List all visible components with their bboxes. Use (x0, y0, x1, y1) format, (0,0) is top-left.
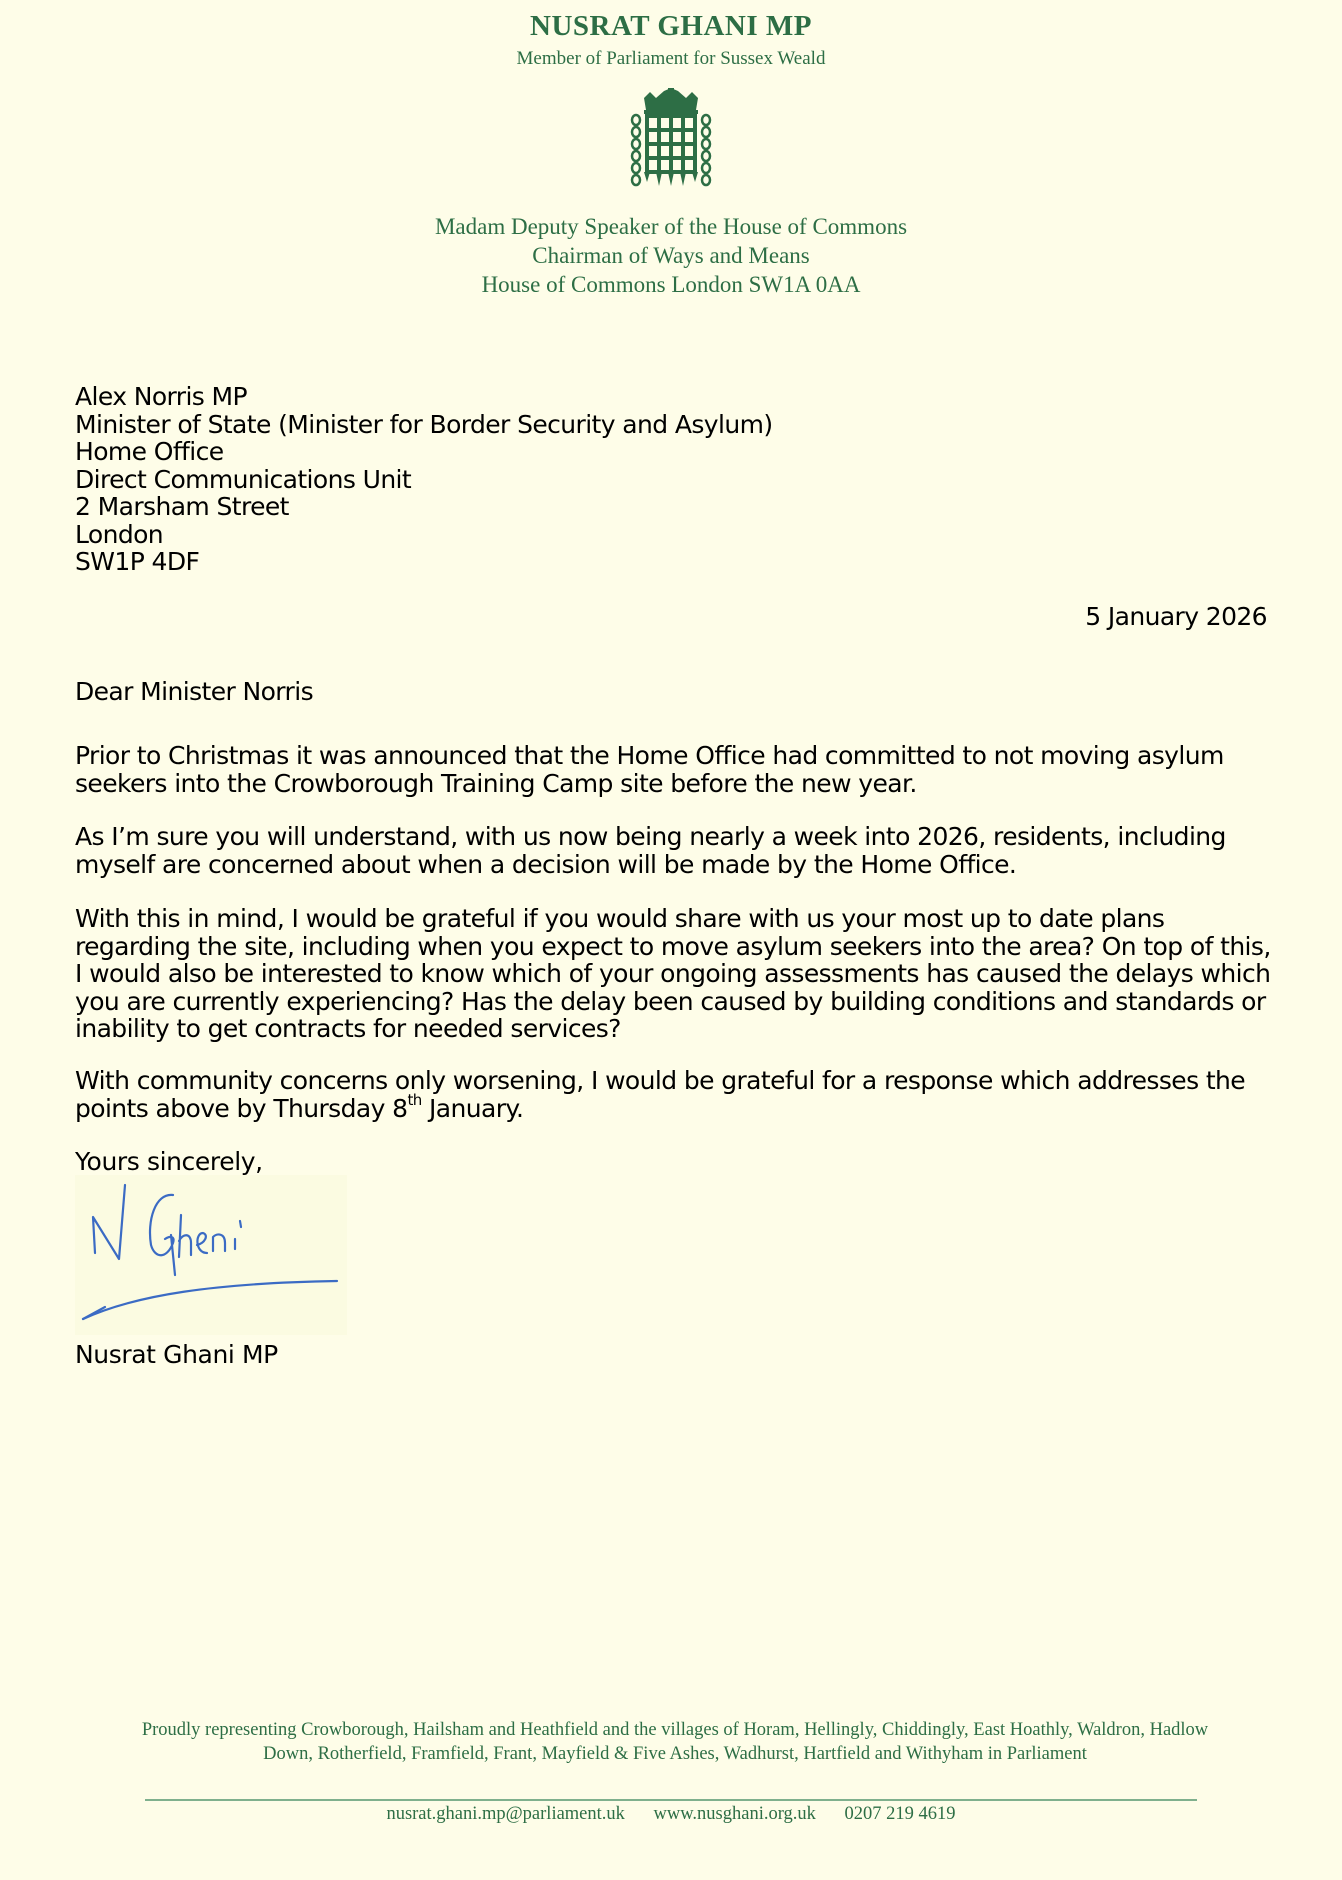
office-line: House of Commons London SW1A 0AA (481, 272, 861, 297)
mp-constituency: Member of Parliament for Sussex Weald (516, 48, 826, 69)
ordinal-suffix: th (407, 1091, 422, 1110)
recipient-line: Home Office (75, 437, 224, 466)
signature-image (75, 1175, 347, 1335)
portcullis-icon (630, 88, 712, 188)
footer-divider (145, 1799, 1197, 1801)
office-address-block (0, 212, 1342, 299)
body-paragraph-2: As I’m sure you will understand, with us now being nearly a week into 2026, residents, including myself are concerned about when a decision will be made by the Home Office. (75, 822, 1226, 879)
paragraph-text: January. (421, 1093, 524, 1123)
footer-contacts (0, 1804, 1342, 1825)
recipient-address (75, 383, 773, 576)
paragraph-text: With community concerns only worsening, I would be grateful for a response which addresses the points above by Thursday 8 (75, 1066, 1246, 1123)
letter-date: 5 January 2026 (1085, 602, 1267, 631)
footer-phone: 0207 219 4619 (844, 1804, 956, 1824)
office-line: Chairman of Ways and Means (532, 243, 810, 268)
recipient-line: London (75, 519, 164, 549)
footer-website[interactable]: www.nusghani.org.uk (653, 1804, 816, 1824)
recipient-line: 2 Marsham Street (75, 492, 289, 521)
office-line: Madam Deputy Speaker of the House of Commons (434, 214, 908, 239)
recipient-line: Direct Communications Unit (75, 464, 412, 494)
recipient-line: SW1P 4DF (75, 547, 200, 576)
footer-representing: Proudly representing Crowborough, Hailsham and Heathfield and the villages of Horam, Hellingly, Chiddingly, East Hoathly, Waldron, Hadlow Down, Rotherfield, Framfield, Frant, Mayfield & Five Ashes, Wadhurst, Hartfield and Withyham in Parliament (141, 1720, 1209, 1764)
recipient-line: Minister of State (Minister for Border Security and Asylum) (75, 409, 773, 439)
mp-name-heading: NUSRAT GHANI MP (530, 10, 812, 42)
body-paragraph-3: With this in mind, I would be grateful if you would share with us your most up to date plans regarding the site, including when you expect to move asylum seekers into the area? On top of this, I would also be interested to know which of your ongoing assessments has caused the delays which you are currently experiencing? Has the delay been caused by building conditions and standards or inability to get contracts for needed services? (75, 904, 1271, 1043)
signer-name: Nusrat Ghani MP (75, 1340, 278, 1369)
body-paragraph-1: Prior to Christmas it was announced that the Home Office had committed to not moving asylum seekers into the Crowborough Training Camp site before the new year. (75, 741, 1224, 798)
closing: Yours sincerely, (75, 1147, 263, 1176)
recipient-line: Alex Norris MP (75, 382, 248, 411)
body-paragraph-4 (75, 1067, 1275, 1122)
salutation: Dear Minister Norris (75, 677, 314, 706)
footer-email[interactable]: nusrat.ghani.mp@parliament.uk (386, 1804, 625, 1824)
